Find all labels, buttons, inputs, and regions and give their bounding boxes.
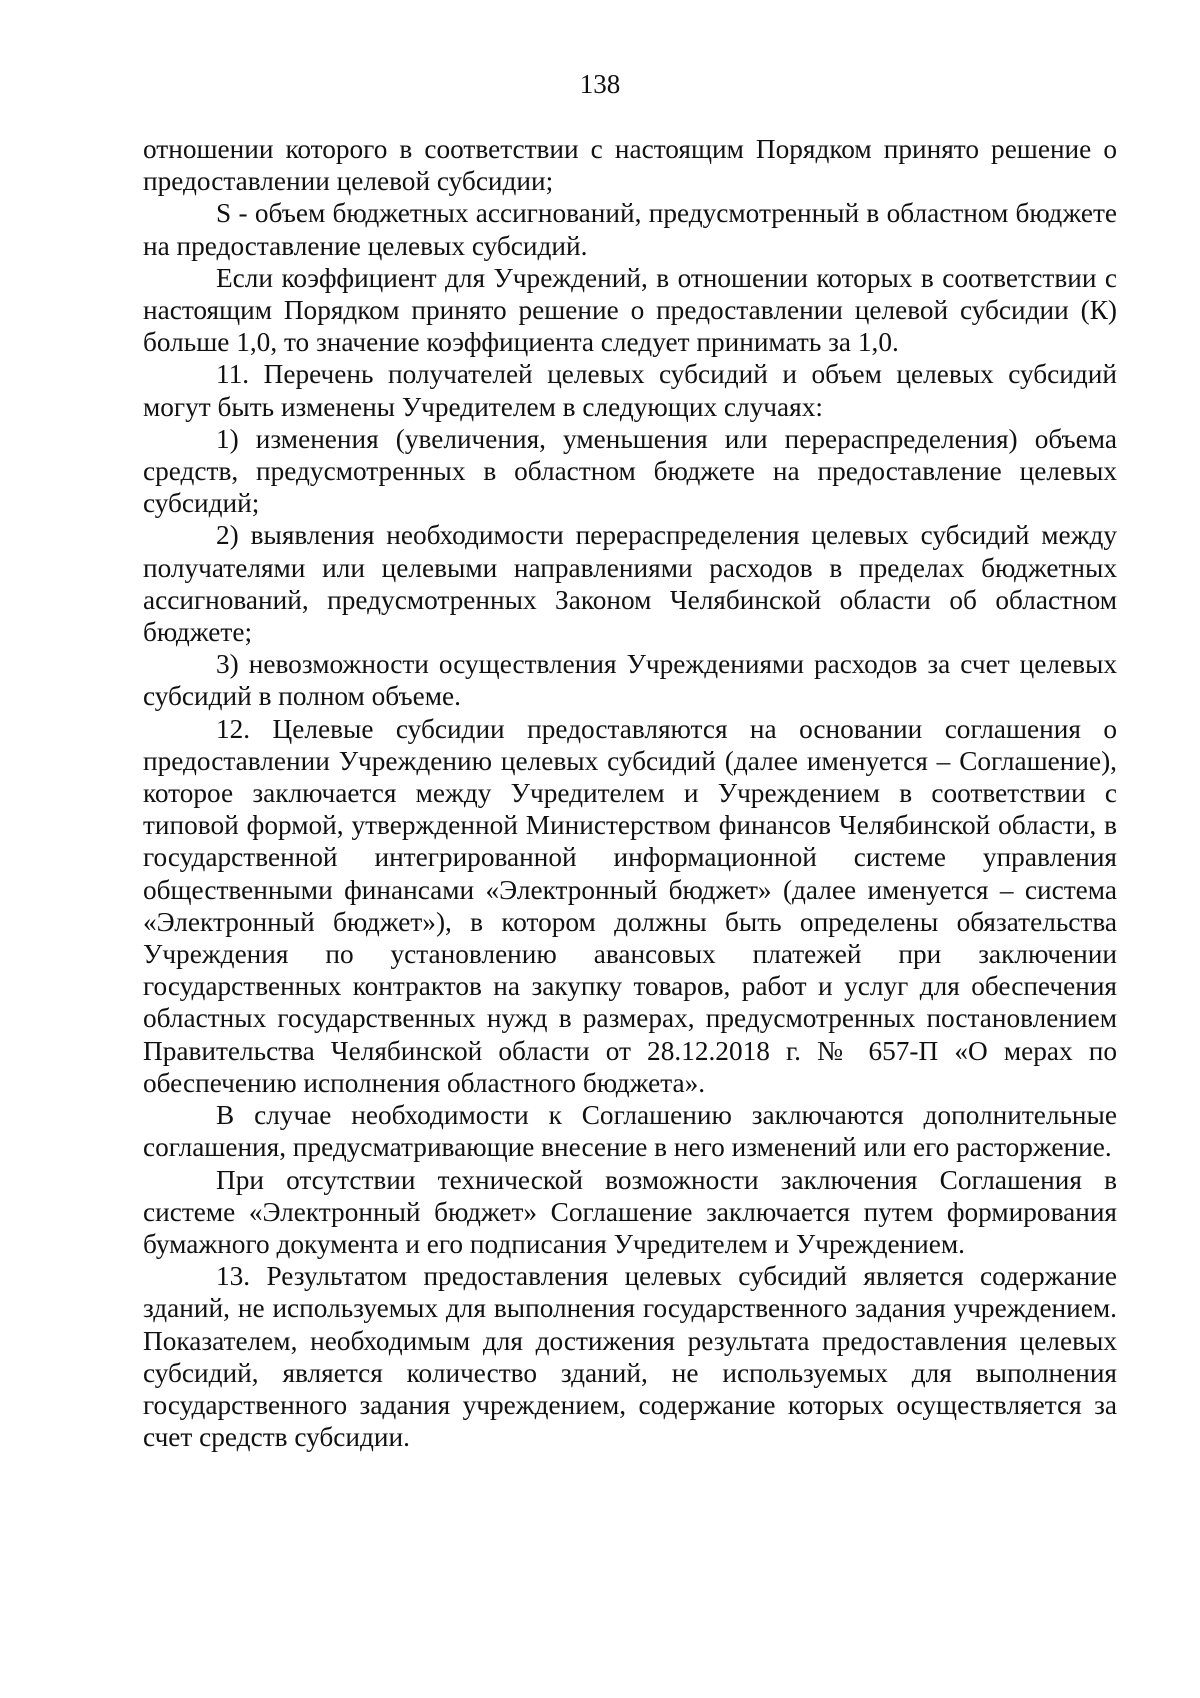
paragraph-item-13: 13. Результатом предоставления целевых субсидий является содержание зданий, не используемых для выполнения государственного задания учреждением. Показателем, необходимым для достижения результата предоставления целевых субсидий, является количество зданий, не используемых для выполнения государственного задания учреждением, содержание которых осуществляется за счет средств субсидии. xyxy=(143,1261,1117,1453)
paragraph-continuation: отношении которого в соответствии с настоящим Порядком принято решение о предоставлении целевой субсидии; xyxy=(143,134,1117,197)
page-number: 138 xyxy=(579,69,621,99)
paragraph-subitem-3: 3) невозможности осуществления Учреждениями расходов за счет целевых субсидий в полном объеме. xyxy=(143,649,1117,712)
paragraph-paper-agreement: При отсутствии технической возможности заключения Соглашения в системе «Электронный бюджет» Соглашение заключается путем формирования бумажного документа и его подписания Учредителем и Учреждением. xyxy=(143,1164,1117,1259)
paragraph-s-definition: S - объем бюджетных ассигнований, предусмотренный в областном бюджете на предоставление целевых субсидий. xyxy=(143,198,1117,261)
paragraph-additional-agreements: В случае необходимости к Соглашению заключаются дополнительные соглашения, предусматривающие внесение в него изменений или его расторжение. xyxy=(143,1100,1117,1163)
paragraph-item-12: 12. Целевые субсидии предоставляются на основании соглашения о предоставлении Учреждению целевых субсидий (далее именуется – Соглашение), которое заключается между Учредителем и Учреждением в соответствии с типовой формой, утвержденной Министерством финансов Челябинской области, в государственной интегрированной информационной системе управления общественными финансами «Электронный бюджет» (далее именуется – система «Электронный бюджет»), в котором должны быть определены обязательства Учреждения по установлению авансовых платежей при заключении государственных контрактов на закупку товаров, работ и услуг для обеспечения областных государственных нужд в размерах, предусмотренных постановлением Правительства Челябинской области от 28.12.2018 г. № 657-П «О мерах по обеспечению исполнения областного бюджета». xyxy=(143,713,1117,1098)
document-body xyxy=(143,133,1117,1453)
paragraph-subitem-1: 1) изменения (увеличения, уменьшения или перераспределения) объема средств, предусмотренных в областном бюджете на предоставление целевых субсидий; xyxy=(143,423,1117,519)
paragraph-subitem-2: 2) выявления необходимости перераспределения целевых субсидий между получателями или целевыми направлениями расходов в пределах бюджетных ассигнований, предусмотренных Законом Челябинской области об областном бюджете; xyxy=(143,520,1117,648)
paragraph-coefficient-note: Если коэффициент для Учреждений, в отношении которых в соответствии с настоящим Порядком принято решение о предоставлении целевой субсидии (К) больше 1,0, то значение коэффициента следует принимать за 1,0. xyxy=(143,262,1117,358)
paragraph-item-11: 11. Перечень получателей целевых субсидий и объем целевых субсидий могут быть изменены Учредителем в следующих случаях: xyxy=(143,359,1117,422)
